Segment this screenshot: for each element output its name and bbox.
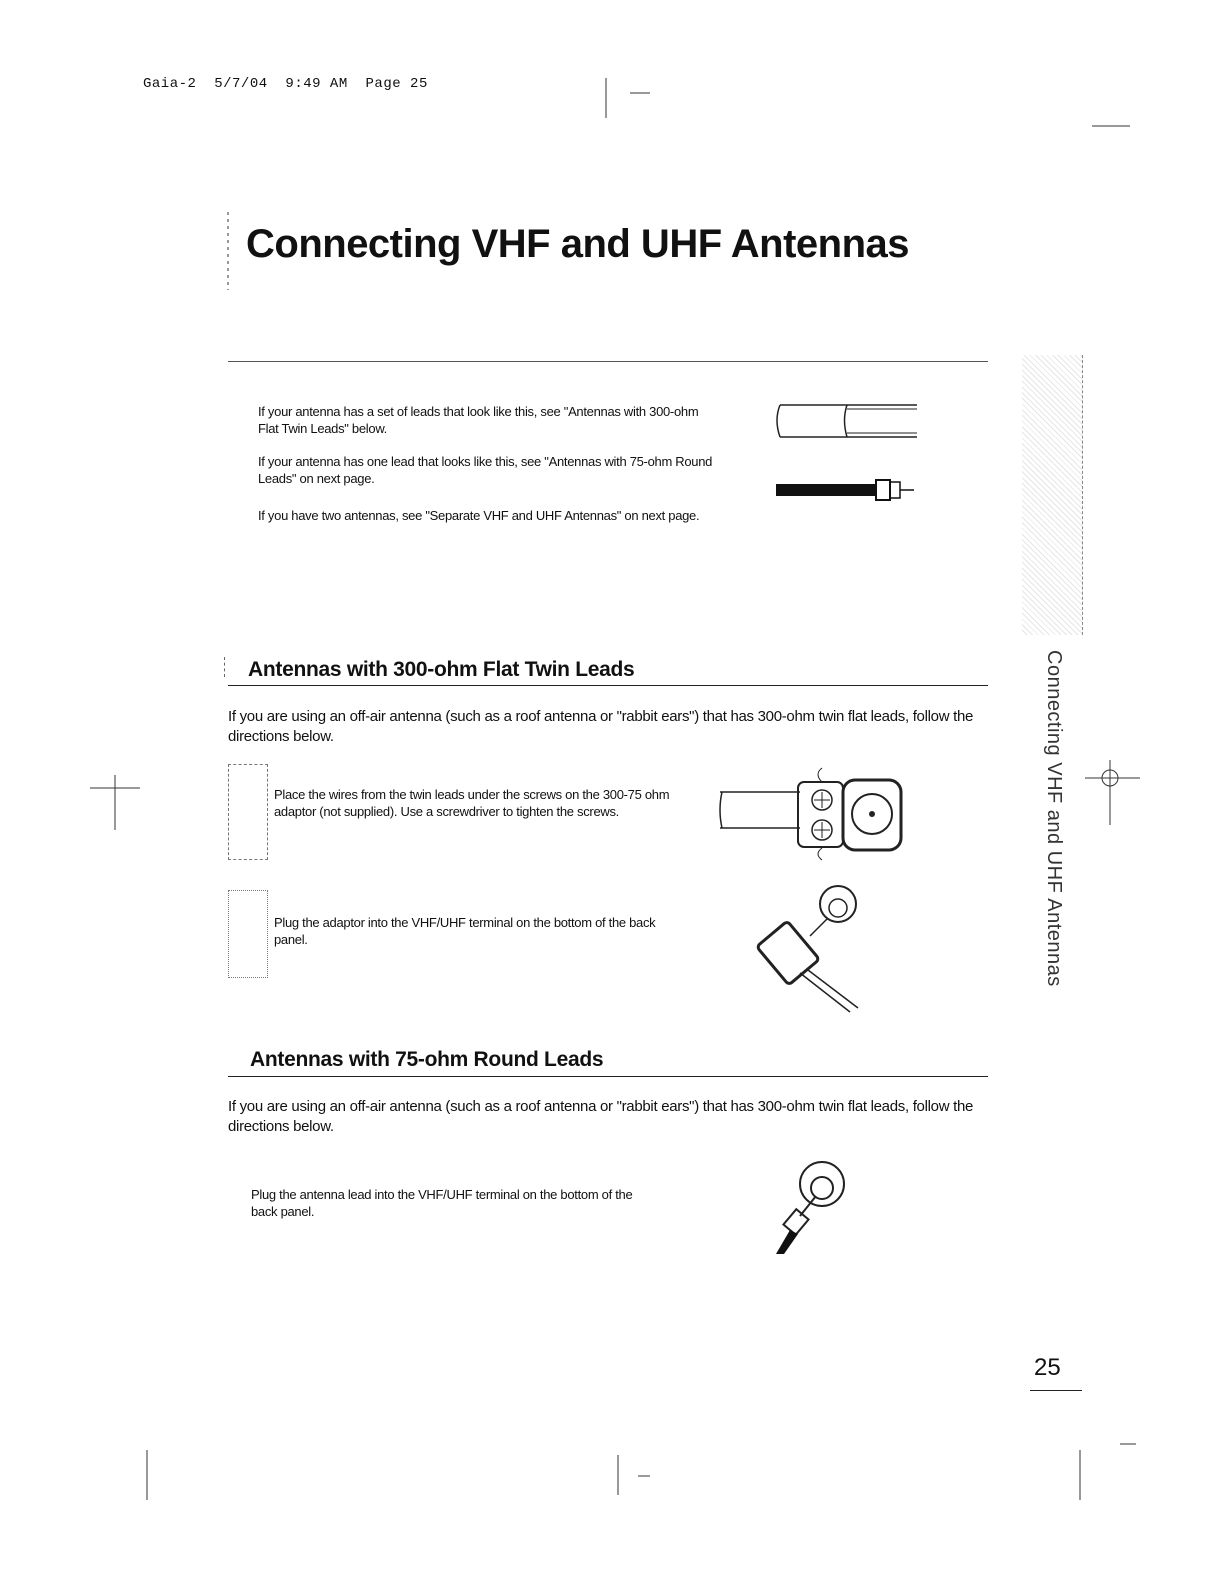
section-paragraph-75-ohm: If you are using an off-air antenna (such as a roof antenna or "rabbit ears") that has 300-ohm twin flat leads, follow the directions below. [228,1098,974,1135]
print-slug: Gaia-2 5/7/04 9:49 AM Page 25 [143,76,428,92]
intro-paragraph-3: If you have two antennas, see "Separate VHF and UHF Antennas" on next page. [258,508,700,523]
section-paragraph-300-ohm: If you are using an off-air antenna (such as a roof antenna or "rabbit ears") that has 300-ohm twin flat leads, follow the directions below. [228,708,974,745]
intro-paragraph-2: If your antenna has one lead that looks like this, see "Antennas with 75-ohm Round Leads" on next page. [258,454,713,486]
divider [228,1076,988,1077]
side-tab-label: Connecting VHF and UHF Antennas [1043,650,1065,987]
section-marker [224,657,233,677]
flat-twin-lead-illustration [772,395,922,445]
section-heading-300-ohm: Antennas with 300-ohm Flat Twin Leads [248,658,635,681]
step-2-text: Plug the adaptor into the VHF/UHF terminal on the bottom of the back panel. [274,915,656,947]
divider [1030,1390,1082,1391]
step-number-box [228,890,268,978]
step-1-text: Place the wires from the twin leads under the screws on the 300-75 ohm adaptor (not supplied). Use a screwdriver to tighten the screws. [274,787,670,819]
intro-paragraph-1: If your antenna has a set of leads that look like this, see "Antennas with 300-ohm Flat Twin Leads" below. [258,404,699,436]
side-tab-highlight [1022,355,1083,635]
page-title: Connecting VHF and UHF Antennas [246,222,910,266]
plug-adaptor-illustration [750,878,880,1014]
divider [228,361,988,362]
plug-round-lead-illustration [770,1158,860,1258]
round-lead-illustration [772,476,922,506]
step-75-ohm-text: Plug the antenna lead into the VHF/UHF terminal on the bottom of the back panel. [251,1187,633,1219]
page-number: 25 [1034,1354,1061,1381]
section-heading-75-ohm: Antennas with 75-ohm Round Leads [250,1048,604,1071]
side-tab [1040,650,1070,987]
adaptor-illustration [718,762,908,862]
divider [228,685,988,686]
step-number-box [228,764,268,860]
